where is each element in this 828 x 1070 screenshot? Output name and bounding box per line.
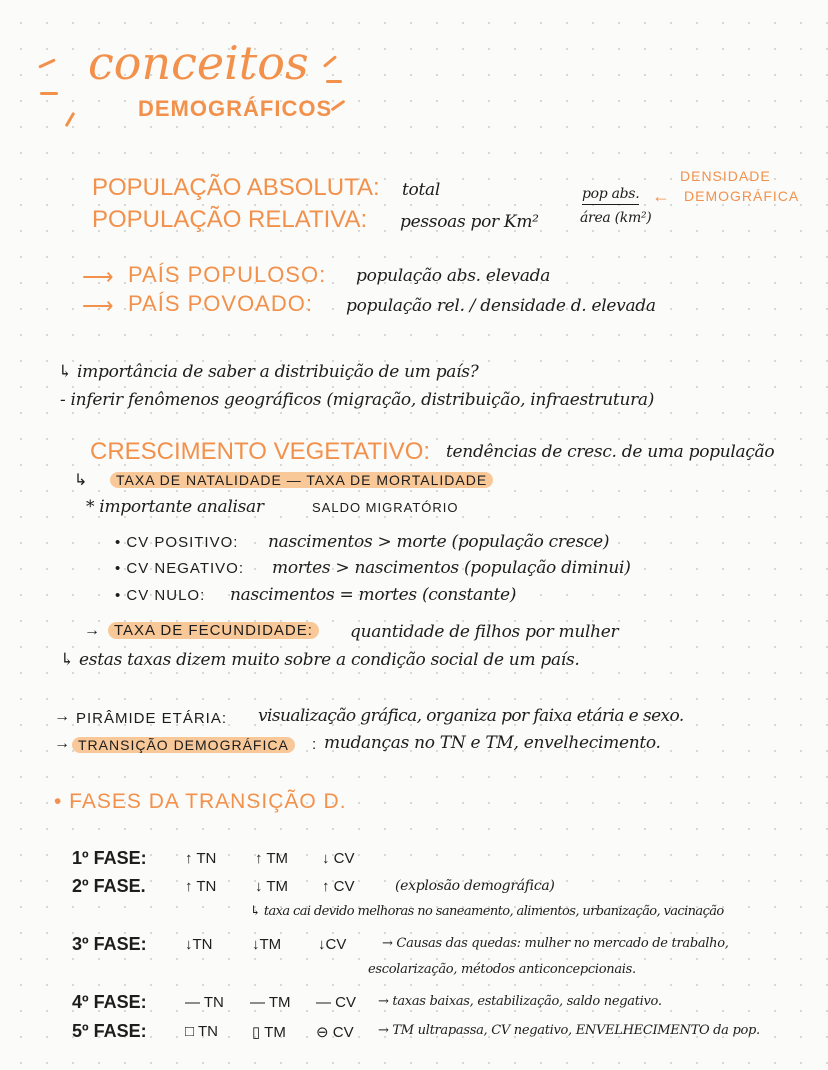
- arrow-right-icon: ⟶: [82, 293, 114, 318]
- populous-country-def: população abs. elevada: [356, 266, 551, 286]
- phase-cv: ⊖ CV: [316, 1024, 354, 1041]
- absolute-population-label: POPULAÇÃO ABSOLUTA:: [92, 174, 380, 201]
- bullet-label: CV NEGATIVO:: [126, 560, 244, 577]
- age-pyramid-label: PIRÂMIDE ETÁRIA:: [76, 710, 228, 727]
- populated-country-label: PAÍS POVOADO:: [128, 291, 313, 316]
- migration-note-caps: SALDO MIGRATÓRIO: [312, 500, 459, 515]
- arrow-right-icon: →: [54, 708, 70, 725]
- phase-label: 1º FASE:: [72, 848, 147, 868]
- page-title: conceitos: [88, 36, 309, 90]
- bullet-cv-positive-def: nascimentos > morte (população cresce): [268, 532, 610, 552]
- relative-population-label: POPULAÇÃO RELATIVA:: [92, 206, 368, 233]
- decor-stroke: [65, 112, 76, 127]
- phase-note: → TM ultrapassa, CV negativo, ENVELHECIMENTO da pop.: [378, 1023, 760, 1038]
- phase-cv: ↓ CV: [322, 850, 355, 867]
- bullet-cv-null-def: nascimentos = mortes (constante): [230, 585, 517, 605]
- fraction-numerator: pop abs.: [582, 186, 639, 205]
- phase-tm: ▯ TM: [252, 1024, 286, 1041]
- density-note-line1: DENSIDADE: [680, 168, 771, 184]
- bullet-cv-negative-label: • CV NEGATIVO:: [115, 560, 244, 577]
- phase-tn: — TN: [185, 994, 224, 1011]
- fraction-denominator: área (km²): [580, 210, 652, 226]
- fertility-rate-label: TAXA DE FECUNDIDADE:: [108, 622, 319, 639]
- phase-label: 5º FASE:: [72, 1021, 147, 1041]
- decor-stroke: [323, 55, 337, 68]
- importance-answer: - inferir fenômenos geográficos (migração, distribuição, infraestrutura): [60, 390, 655, 410]
- arrow-left-icon: ←: [652, 186, 670, 206]
- phase-label: 3º FASE:: [72, 934, 147, 954]
- decor-stroke: [326, 80, 342, 83]
- populated-country-def: população rel. / densidade d. elevada: [346, 296, 656, 316]
- phase-subnote: escolarização, métodos anticoncepcionais.: [368, 962, 636, 977]
- phase-cv: ↑ CV: [322, 878, 355, 895]
- arrow-right-icon: ⟶: [82, 264, 114, 289]
- phase-tm: ↓ TM: [255, 878, 289, 895]
- phase-note: → taxas baixas, estabilização, saldo negativo.: [378, 994, 662, 1009]
- phase-cv: — CV: [316, 994, 357, 1011]
- migration-note-prefix: * importante analisar: [86, 497, 264, 517]
- rates-note: ↳ estas taxas dizem muito sobre a condição social de um país.: [60, 650, 580, 670]
- populous-country-label: PAÍS POPULOSO:: [128, 262, 327, 287]
- phase-tn: ↓TN: [185, 936, 213, 953]
- decor-stroke: [38, 58, 56, 68]
- importance-question: ↳ importância de saber a distribuição de um país?: [58, 362, 479, 382]
- bullet-cv-positive-label: • CV POSITIVO:: [115, 534, 239, 551]
- phase-note: → Causas das quedas: mulher no mercado de trabalho,: [382, 936, 729, 951]
- phase-tm: ↑ TM: [255, 850, 289, 867]
- age-pyramid-def: visualização gráfica, organiza por faixa etária e sexo.: [258, 706, 684, 726]
- arrow-right-icon: →: [54, 735, 70, 752]
- bullet-cv-null-label: • CV NULO:: [115, 587, 206, 604]
- density-note-line2: DEMOGRÁFICA: [684, 188, 800, 204]
- vegetative-growth-label: CRESCIMENTO VEGETATIVO:: [90, 438, 431, 465]
- return-arrow-icon: ↳: [74, 472, 88, 489]
- absolute-population-def: total: [402, 180, 440, 200]
- fertility-rate-def: quantidade de filhos por mulher: [350, 622, 619, 642]
- phase-subnote: ↳ taxa cai devido melhoras no saneamento, alimentos, urbanização, vacinação: [250, 904, 724, 919]
- phase-tn: ↑ TN: [185, 878, 217, 895]
- colon: :: [312, 736, 317, 753]
- decor-stroke: [331, 100, 346, 112]
- page-subtitle: DEMOGRÁFICOS: [138, 96, 333, 121]
- bullet-label: CV POSITIVO:: [126, 534, 239, 551]
- phase-note: (explosão demográfica): [395, 878, 555, 894]
- phases-title: • FASES DA TRANSIÇÃO D.: [54, 790, 347, 813]
- phase-tm: ↓TM: [252, 936, 282, 953]
- phase-tm: — TM: [250, 994, 291, 1011]
- phase-tn: □ TN: [185, 1023, 218, 1040]
- phase-cv: ↓CV: [318, 936, 347, 953]
- phase-tn: ↑ TN: [185, 850, 217, 867]
- relative-population-def: pessoas por Km²: [400, 212, 539, 232]
- growth-formula: TAXA DE NATALIDADE — TAXA DE MORTALIDADE: [110, 472, 493, 488]
- decor-stroke: [40, 92, 58, 95]
- bullet-cv-negative-def: mortes > nascimentos (população diminui): [272, 558, 631, 578]
- phase-label: 2º FASE.: [72, 876, 146, 896]
- demographic-transition-def: mudanças no TN e TM, envelhecimento.: [324, 733, 661, 753]
- arrow-right-icon: →: [84, 622, 100, 639]
- phase-label: 4º FASE:: [72, 992, 147, 1012]
- demographic-transition-label: TRANSIÇÃO DEMOGRÁFICA: [72, 737, 295, 753]
- vegetative-growth-def: tendências de cresc. de uma população: [446, 442, 775, 462]
- bullet-label: CV NULO:: [126, 587, 206, 604]
